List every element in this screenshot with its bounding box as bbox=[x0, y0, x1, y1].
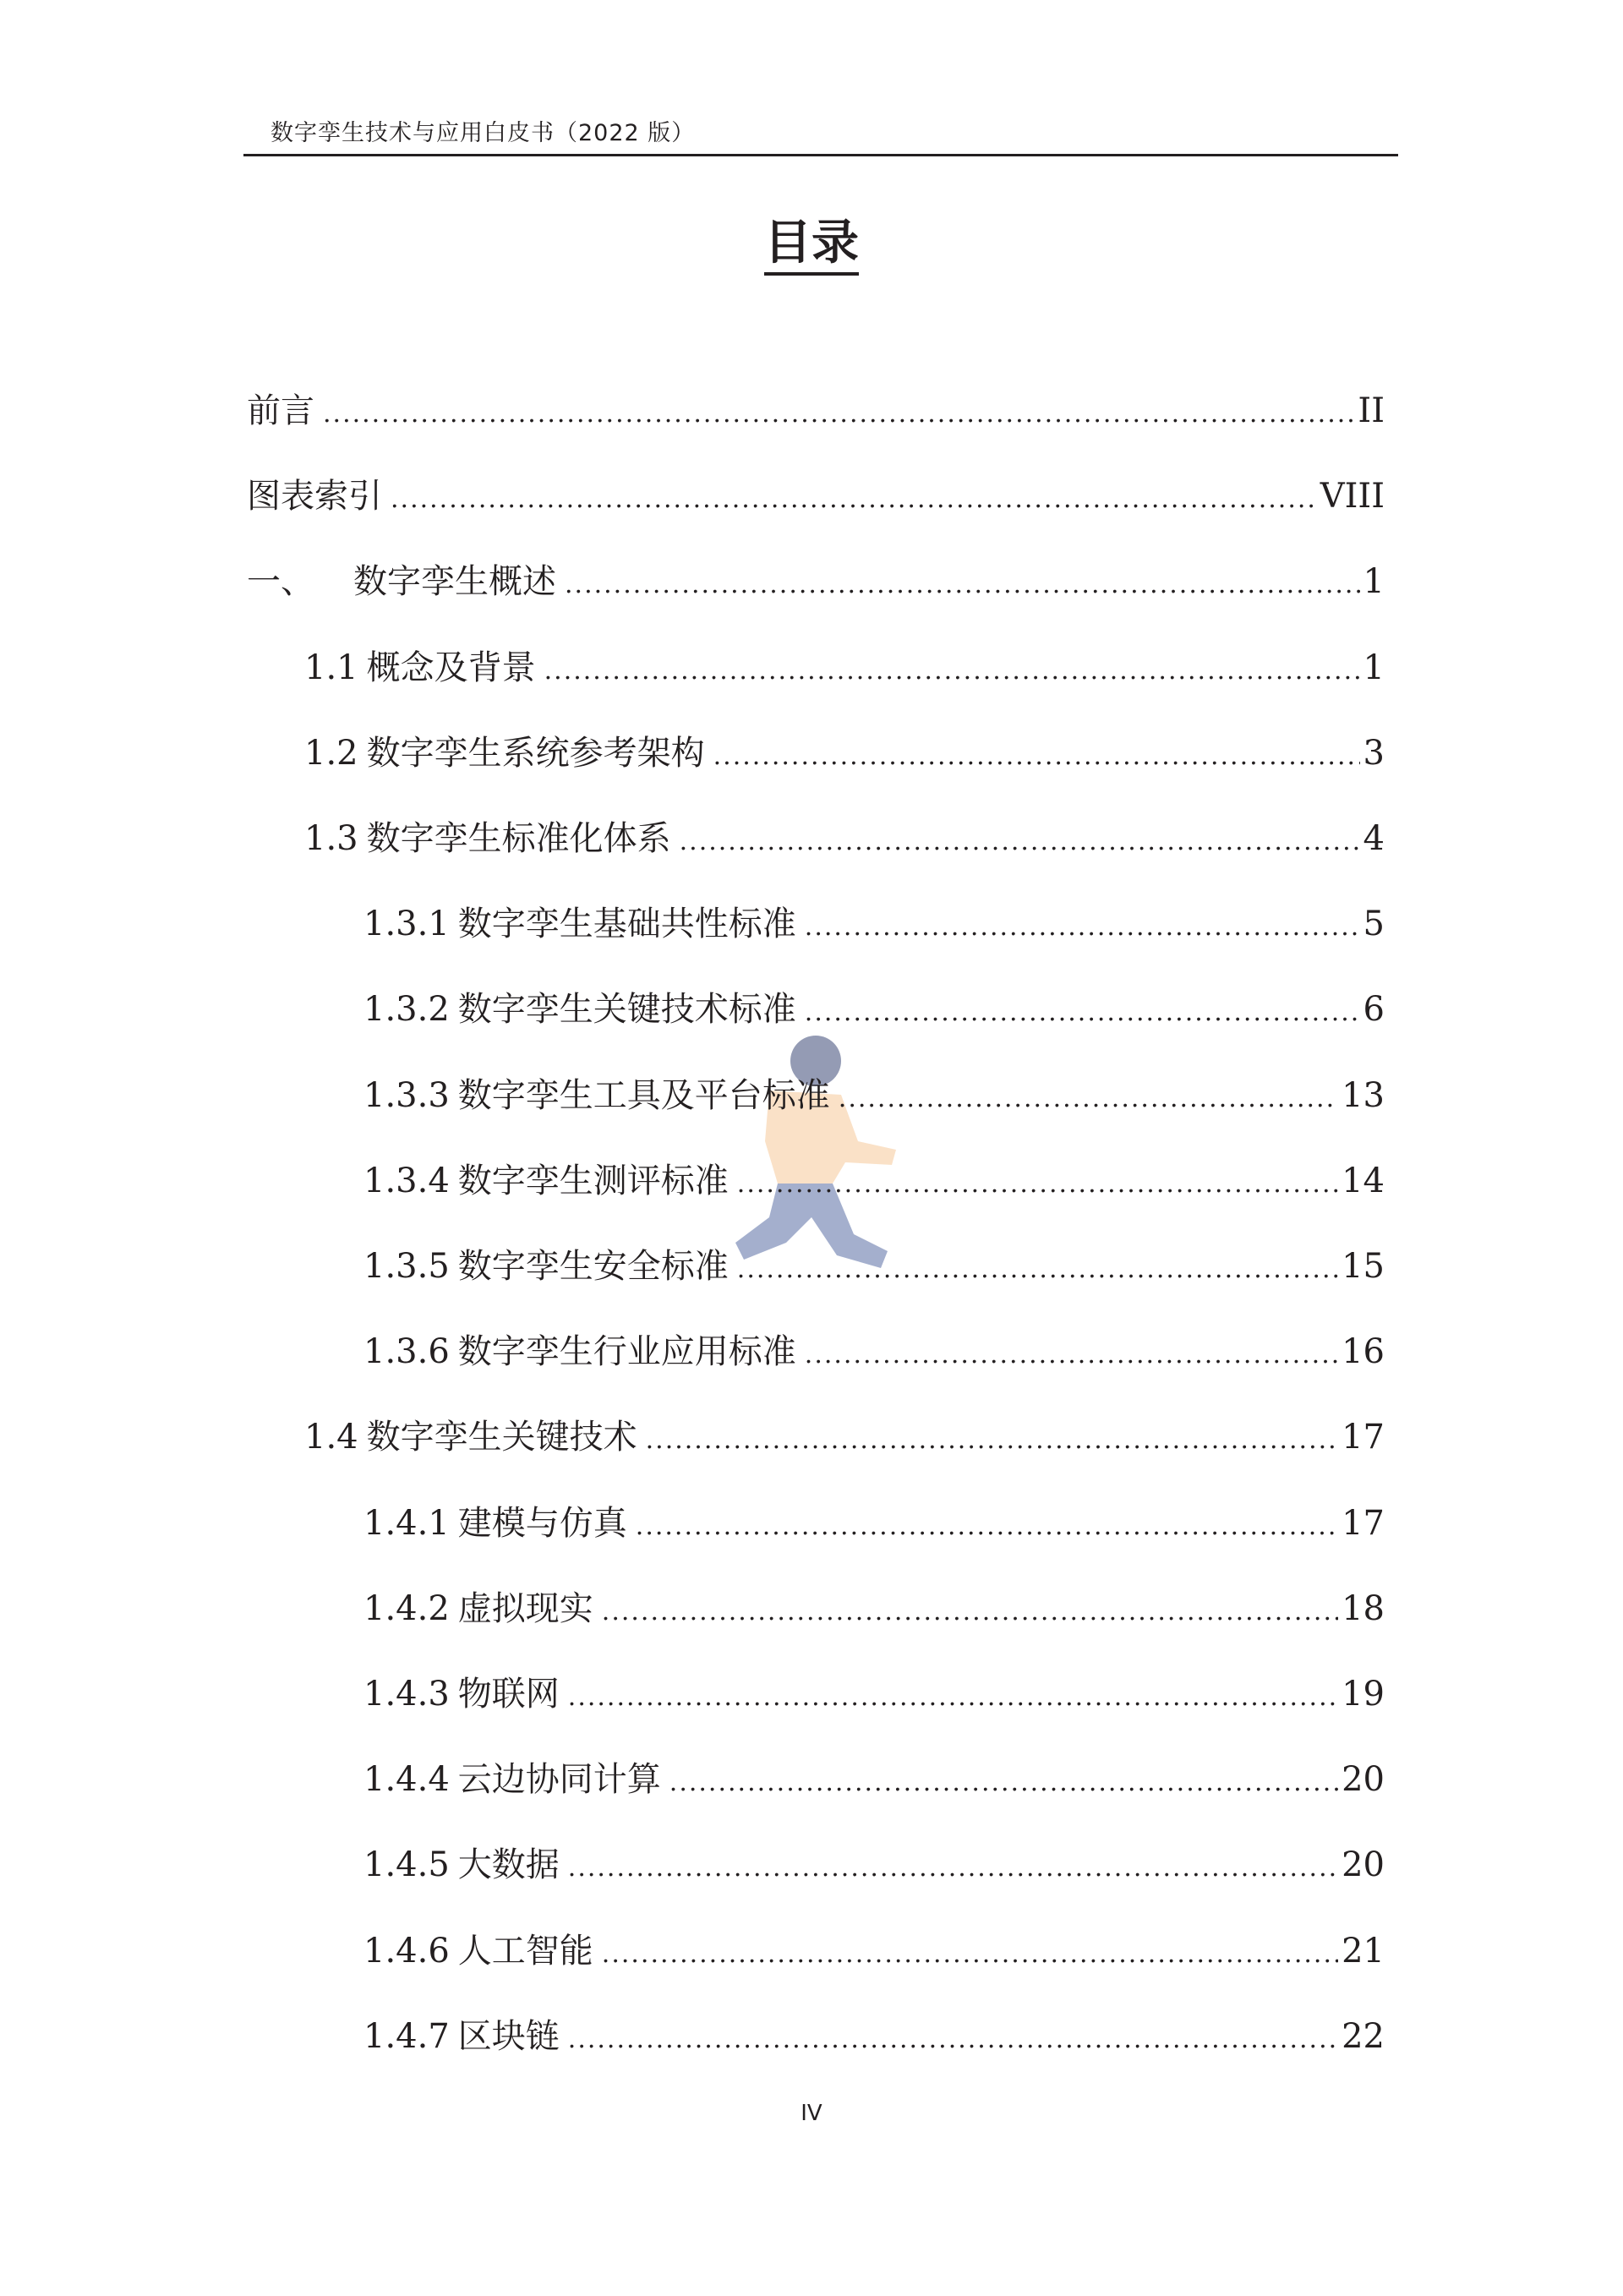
toc-entry-text: 概念及背景 bbox=[366, 648, 536, 687]
toc-entry-number: 1.4.1 bbox=[363, 1504, 450, 1543]
toc-entry[interactable] bbox=[363, 1156, 1385, 1206]
toc-entry-label bbox=[363, 1669, 568, 1719]
toc-dot-leader bbox=[568, 1672, 1338, 1723]
toc-entry[interactable] bbox=[363, 1840, 1385, 1890]
toc-dot-leader bbox=[636, 1501, 1338, 1552]
toc-entry-number: 1.4.3 bbox=[363, 1675, 450, 1714]
toc-entry-number: 1.4.7 bbox=[363, 2017, 450, 2056]
toc-entry-text: 前言 bbox=[247, 391, 314, 430]
toc-entry-page: 20 bbox=[1342, 1760, 1385, 1799]
toc-entry-page: 4 bbox=[1363, 819, 1385, 858]
toc-entry-number: 1.4.2 bbox=[363, 1589, 450, 1628]
toc-dot-leader bbox=[737, 1244, 1338, 1295]
toc-entry-text: 数字孪生行业应用标准 bbox=[457, 1332, 796, 1371]
toc-entry-text: 云边协同计算 bbox=[457, 1760, 661, 1799]
page-title-text: 目录 bbox=[764, 216, 859, 276]
toc-entry-text: 数字孪生系统参考架构 bbox=[366, 734, 705, 773]
toc-entry[interactable] bbox=[304, 728, 1385, 779]
toc-entry-text: 数字孪生关键技术 bbox=[366, 1418, 637, 1457]
toc-entry-page: 14 bbox=[1342, 1162, 1385, 1200]
toc-dot-leader bbox=[565, 560, 1360, 610]
toc-entry-text: 数字孪生标准化体系 bbox=[366, 819, 671, 858]
toc-dot-leader bbox=[669, 1758, 1338, 1808]
toc-entry-text: 建模与仿真 bbox=[457, 1504, 627, 1543]
toc-entry-text: 大数据 bbox=[457, 1845, 560, 1884]
toc-entry-label bbox=[363, 984, 805, 1035]
toc-entry-page: 3 bbox=[1363, 734, 1385, 773]
toc-entry[interactable] bbox=[304, 1412, 1385, 1462]
toc-entry-page: 22 bbox=[1342, 2017, 1385, 2056]
toc-entry-text: 物联网 bbox=[457, 1675, 560, 1714]
toc-entry-page: VIII bbox=[1320, 477, 1385, 516]
toc-entry-page: 5 bbox=[1363, 905, 1385, 943]
toc-entry-number: 1.3.6 bbox=[363, 1332, 450, 1371]
toc-entry-page: II bbox=[1358, 391, 1385, 430]
toc-entry-page: 1 bbox=[1363, 562, 1385, 601]
toc-entry-text: 虚拟现实 bbox=[457, 1589, 593, 1628]
toc-entry-number: 1.3.2 bbox=[363, 990, 450, 1029]
toc-entry[interactable] bbox=[304, 813, 1385, 864]
toc-dot-leader bbox=[568, 1843, 1338, 1894]
toc-entry-page: 16 bbox=[1342, 1332, 1385, 1371]
toc-entry[interactable] bbox=[363, 1241, 1385, 1292]
toc-entry-label bbox=[363, 1326, 805, 1377]
toc-dot-leader bbox=[568, 2014, 1338, 2065]
toc-dot-leader bbox=[713, 731, 1360, 782]
toc-entry-label bbox=[363, 1583, 602, 1634]
toc-entry-number: 1.3.1 bbox=[363, 905, 450, 943]
toc-entry-number: 1.3.4 bbox=[363, 1162, 450, 1200]
running-header-title: 数字孪生技术与应用白皮书（2022 版） bbox=[270, 120, 696, 146]
toc-entry-label bbox=[363, 1241, 737, 1292]
toc-dot-leader bbox=[602, 1929, 1338, 1980]
toc-entry-label bbox=[304, 728, 713, 779]
toc-entry-label bbox=[363, 2011, 568, 2062]
toc-entry[interactable] bbox=[363, 1669, 1385, 1719]
page-number: IV bbox=[801, 2101, 822, 2126]
toc-dot-leader bbox=[544, 646, 1360, 697]
toc-dot-leader bbox=[805, 1330, 1338, 1380]
toc-entry-text: 数字孪生概述 bbox=[353, 562, 556, 601]
toc-entry[interactable] bbox=[363, 2011, 1385, 2062]
toc-entry-label bbox=[363, 1070, 839, 1121]
toc-entry-page: 19 bbox=[1342, 1675, 1385, 1714]
toc-entry[interactable] bbox=[363, 1326, 1385, 1377]
toc-entry-label bbox=[363, 1840, 568, 1890]
toc-dot-leader bbox=[602, 1587, 1338, 1637]
toc-entry-number: 1.4 bbox=[304, 1418, 358, 1457]
toc-entry[interactable] bbox=[363, 1754, 1385, 1805]
toc-entry-number: 1.3.3 bbox=[363, 1076, 450, 1115]
toc-entry[interactable] bbox=[247, 471, 1385, 522]
toc-entry-label bbox=[247, 385, 323, 436]
toc-dot-leader bbox=[805, 987, 1360, 1038]
toc-entry-number: 1.4.5 bbox=[363, 1845, 450, 1884]
toc-entry-page: 17 bbox=[1342, 1504, 1385, 1543]
toc-entry-text: 图表索引 bbox=[247, 477, 382, 516]
toc-entry-text: 区块链 bbox=[457, 2017, 560, 2056]
toc-entry-page: 18 bbox=[1342, 1589, 1385, 1628]
toc-entry[interactable] bbox=[363, 1583, 1385, 1634]
toc-entry[interactable] bbox=[363, 984, 1385, 1035]
toc-entry[interactable] bbox=[363, 899, 1385, 949]
toc-entry-label bbox=[247, 556, 565, 607]
toc-entry-label bbox=[304, 1412, 646, 1462]
toc-entry-label bbox=[247, 471, 391, 522]
toc-entry[interactable] bbox=[363, 1498, 1385, 1549]
toc-dot-leader bbox=[680, 817, 1360, 867]
toc-entry-number: 1.2 bbox=[304, 734, 358, 773]
toc-entry-label bbox=[304, 813, 680, 864]
toc-entry-page: 1 bbox=[1363, 648, 1385, 687]
toc-entry-label bbox=[304, 642, 544, 693]
toc-entry-label bbox=[363, 1926, 602, 1976]
toc-entry-number: 1.3.5 bbox=[363, 1247, 450, 1286]
toc-dot-leader bbox=[391, 474, 1317, 525]
toc-entry[interactable] bbox=[363, 1926, 1385, 1976]
toc-entry-text: 数字孪生测评标准 bbox=[457, 1162, 729, 1200]
toc-dot-leader bbox=[646, 1415, 1338, 1466]
toc-entry-text: 数字孪生工具及平台标准 bbox=[457, 1076, 830, 1115]
toc-entry-number: 一、 bbox=[247, 562, 314, 601]
toc-dot-leader bbox=[737, 1159, 1338, 1210]
toc-entry-page: 21 bbox=[1342, 1932, 1385, 1971]
toc-entry-page: 13 bbox=[1342, 1076, 1385, 1115]
toc-dot-leader bbox=[839, 1074, 1338, 1124]
toc-dot-leader bbox=[323, 389, 1354, 440]
toc-entry[interactable] bbox=[363, 1070, 1385, 1121]
toc-dot-leader bbox=[805, 902, 1360, 953]
toc-entry-page: 15 bbox=[1342, 1247, 1385, 1286]
toc-entry-text: 人工智能 bbox=[457, 1932, 593, 1971]
toc-entry-label bbox=[363, 1156, 737, 1206]
toc-entry[interactable] bbox=[304, 642, 1385, 693]
toc-entry-number: 1.3 bbox=[304, 819, 358, 858]
toc-entry[interactable] bbox=[247, 556, 1385, 607]
toc-entry-text: 数字孪生基础共性标准 bbox=[457, 905, 796, 943]
toc-entry-page: 20 bbox=[1342, 1845, 1385, 1884]
toc-entry-number: 1.4.6 bbox=[363, 1932, 450, 1971]
toc-entry[interactable] bbox=[247, 385, 1385, 436]
toc-entry-text: 数字孪生关键技术标准 bbox=[457, 990, 796, 1029]
toc-entry-label bbox=[363, 1498, 636, 1549]
toc-entry-number: 1.4.4 bbox=[363, 1760, 450, 1799]
toc-entry-page: 6 bbox=[1363, 990, 1385, 1029]
toc-entry-label bbox=[363, 1754, 669, 1805]
toc-entry-page: 17 bbox=[1342, 1418, 1385, 1457]
toc-entry-number: 1.1 bbox=[304, 648, 358, 687]
toc-entry-label bbox=[363, 899, 805, 949]
toc-entry-text: 数字孪生安全标准 bbox=[457, 1247, 729, 1286]
